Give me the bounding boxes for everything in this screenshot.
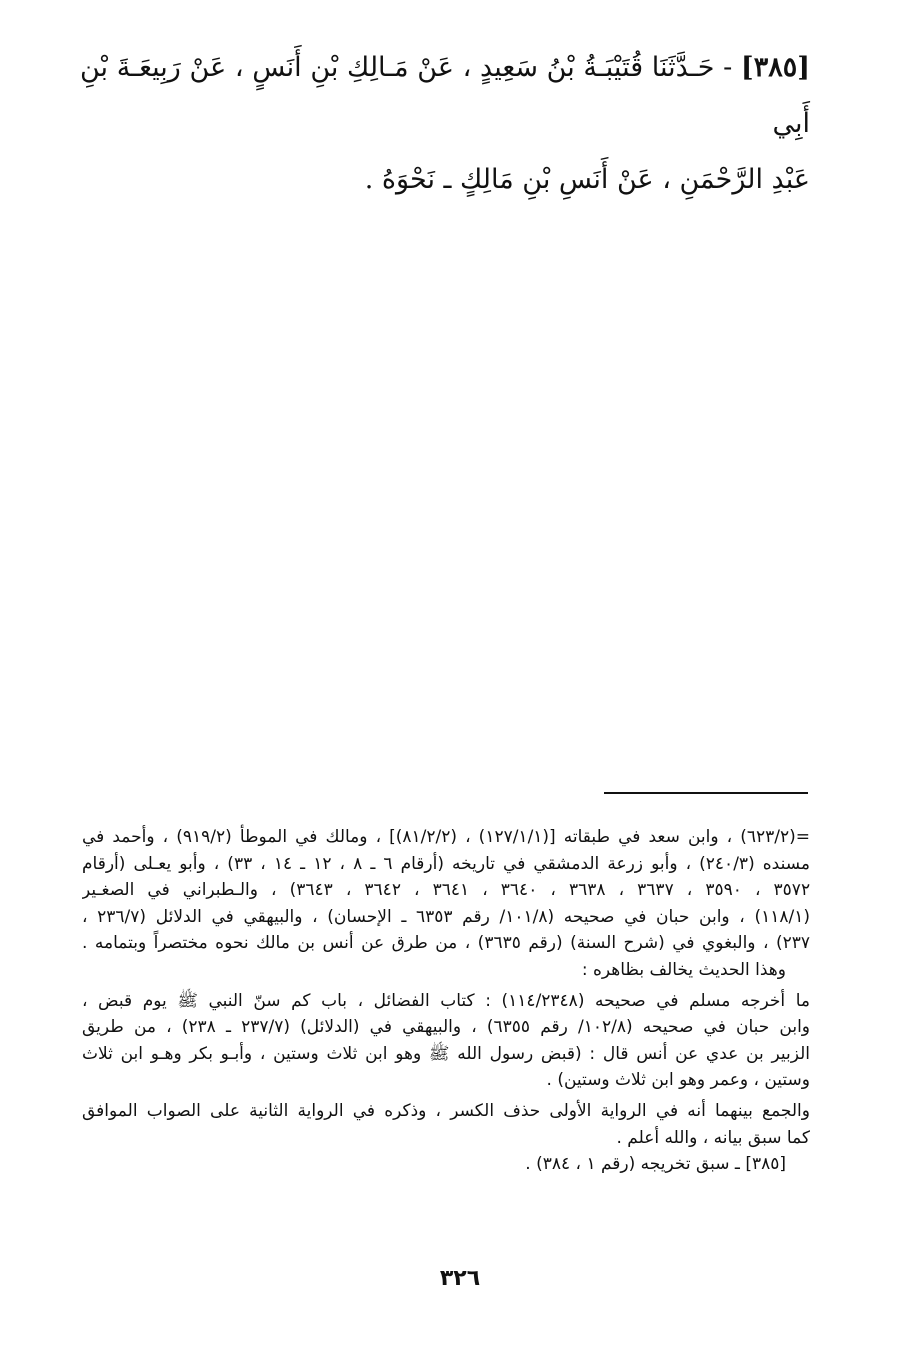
footnote-line: الزبير بن عدي عن أنس قال : (قبض رسول الله ﷺ وهو ابن ثلاث وستين ، وأبـو بكر وهـو ابن ثلاث <box>82 1043 810 1064</box>
footnote-line: والجمع بينهما أنه في الرواية الأولى حذف الكسر ، وذكره في الرواية الثانية على الصواب الموافق <box>82 1100 810 1121</box>
footnote-line: ٣٥٧٢ ، ٣٥٩٠ ، ٣٦٣٧ ، ٣٦٣٨ ، ٣٦٤٠ ، ٣٦٤١ ، ٣٦٤٢ ، ٣٦٤٣) ، والـطبراني في الصغـير <box>82 880 810 901</box>
footnote-line: ٢٣٧) ، والبغوي في (شرح السنة) (رقم ٣٦٣٥) ، من طرق عن أنس بن مالك نحوه مختصراً وبتمامه . <box>82 933 810 954</box>
footnote-line: ما أخرجه مسلم في صحيحه (١١٤/٢٣٤٨) : كتاب الفضائل ، باب كم سنّ النبي ﷺ يوم قبض ، <box>82 990 810 1011</box>
footnote-line: مسنده (٢٤٠/٣) ، وأبو زرعة الدمشقي في تاريخه (أرقام ٦ ـ ٨ ، ١٢ ـ ١٤ ، ٣٣) ، وأبو يعـلى (أرقام <box>82 853 810 874</box>
footnote-line: كما سبق بيانه ، والله أعلم . <box>616 1127 810 1148</box>
footnote-line: =(٦٢٣/٢) ، وابن سعد في طبقاته [(١٢٧/١/١) ، (٨١/٢/٢)] ، ومالك في الموطأ (٩١٩/٢) ، وأحمد في <box>82 827 810 847</box>
footnote-divider <box>604 792 808 794</box>
footnote-line: (١١٨/١) ، وابن حبان في صحيحه (١٠١/٨/ رقم ٦٣٥٣ ـ الإحسان) ، والبيهقي في الدلائل (٢٣٦/٧ ، <box>82 906 810 927</box>
footnote-line: وهذا الحديث يخالف بظاهره : <box>581 959 786 980</box>
footnotes-section <box>82 824 810 1178</box>
hadith-number: [٣٨٥] <box>740 52 810 83</box>
hadith-text <box>80 40 810 208</box>
hadith-line-2: عَبْدِ الرَّحْمَنِ ، عَنْ أَنَسِ بْنِ مَالِكٍ ـ نَحْوَهُ . <box>364 164 810 195</box>
footnote-line: وستين ، وعمر وهو ابن ثلاث وستين) . <box>546 1070 810 1091</box>
footnote-line: [٣٨٥] ـ سبق تخريجه (رقم ١ ، ٣٨٤) . <box>525 1154 786 1175</box>
page-number: ٣٢٦ <box>439 1266 481 1291</box>
footnote-line: وابن حبان في صحيحه (١٠٢/٨/ رقم ٦٣٥٥) ، والبيهقي في (الدلائل) (٢٣٧/٧ ـ ٢٣٨) ، من طريق <box>82 1017 810 1038</box>
hadith-line-1 <box>80 40 810 152</box>
hadith-chain-text-1: - حَـدَّثَنَا قُتَيْبَـةُ بْنُ سَعِيدٍ ، عَنْ مَـالِكِ بْنِ أَنَسٍ ، عَنْ رَبِيعَـةَ بْنِ أَبِي <box>80 52 810 139</box>
